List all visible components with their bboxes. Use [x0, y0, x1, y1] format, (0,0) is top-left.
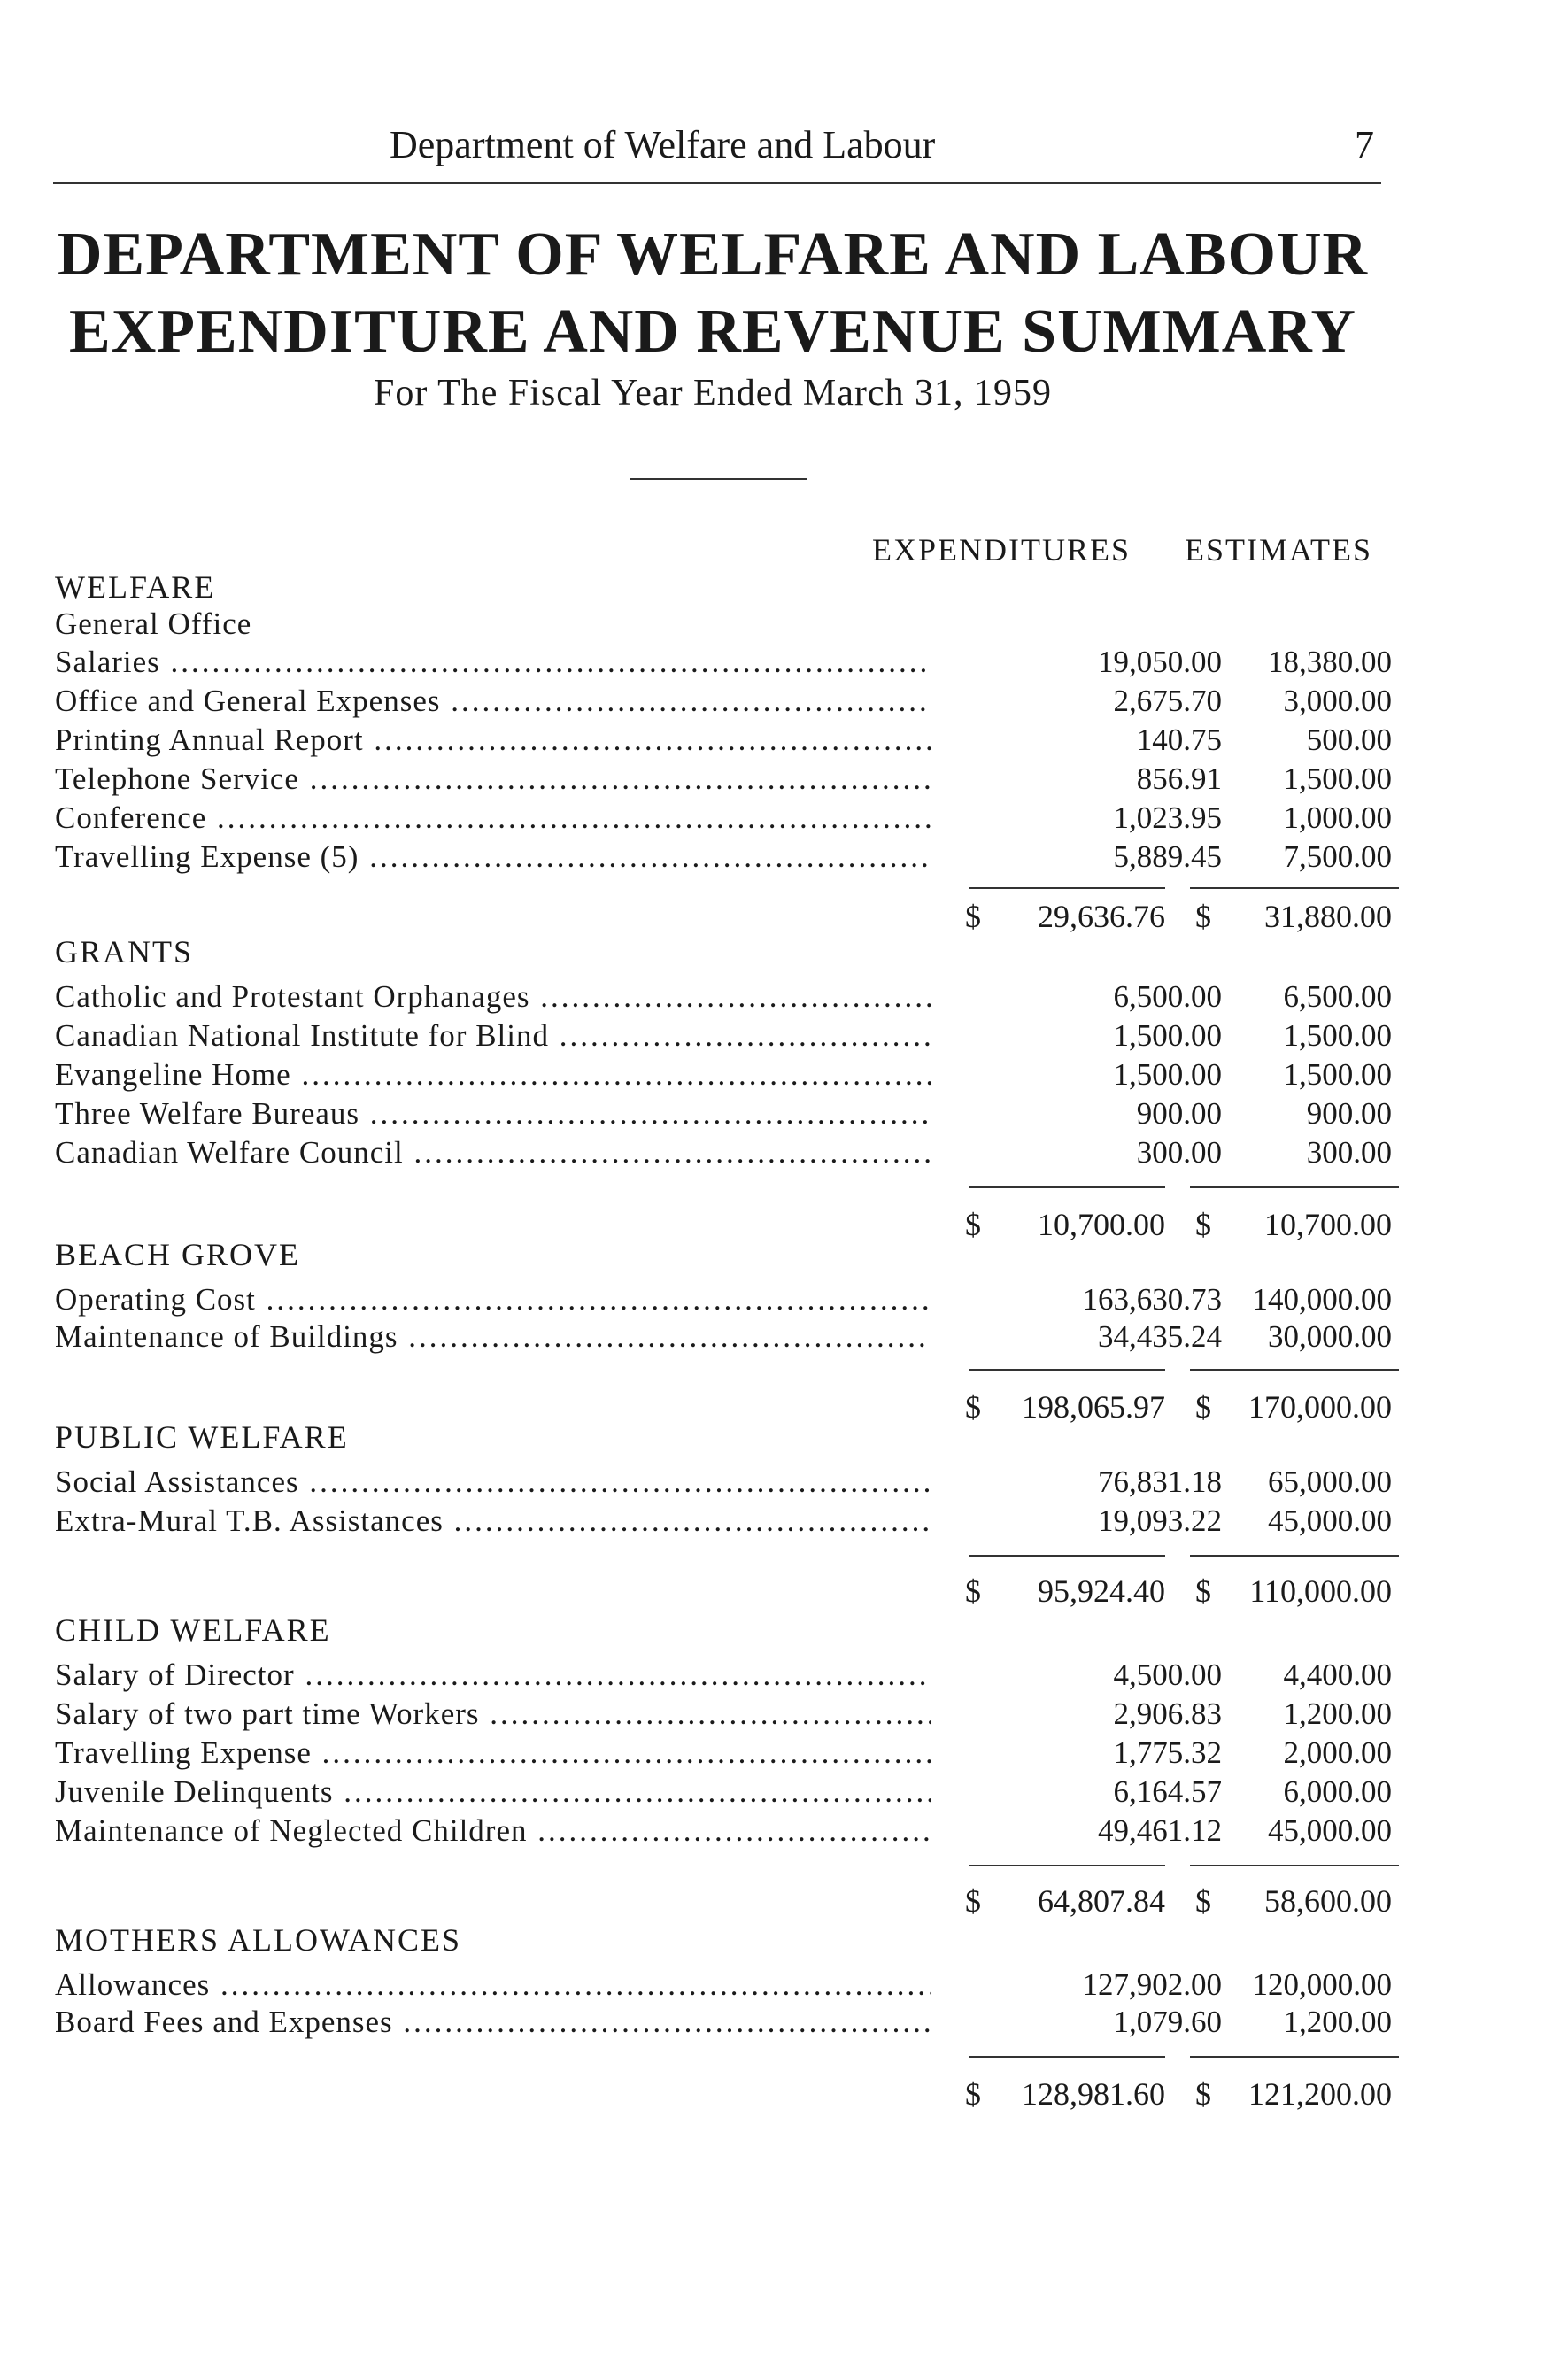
row-expenditure: 127,902.00	[1082, 1967, 1222, 2002]
row-estimate: 500.00	[1306, 722, 1392, 757]
section-heading-public-welfare: PUBLIC WELFARE	[55, 1419, 349, 1455]
row-expenditure: 300.00	[1136, 1135, 1222, 1170]
row-expenditure: 163,630.73	[1082, 1282, 1222, 1317]
column-header-estimates: ESTIMATES	[1185, 532, 1373, 568]
currency-symbol: $	[965, 2076, 981, 2112]
row-label: Telephone Service .....	[55, 761, 931, 797]
row-expenditure: 856.91	[1136, 761, 1222, 796]
row-expenditure: 34,435.24	[1098, 1319, 1222, 1354]
currency-symbol: $	[965, 1573, 981, 1609]
section-heading-welfare: WELFARE	[55, 569, 216, 605]
total-expenditure: 95,924.40	[1038, 1573, 1165, 1609]
row-estimate: 3,000.00	[1283, 684, 1392, 718]
row-estimate: 140,000.00	[1252, 1282, 1392, 1317]
table-row	[55, 1735, 1392, 1774]
currency-symbol: $	[1195, 1207, 1211, 1242]
table-row	[55, 722, 1392, 761]
subtotal-rule	[1190, 2056, 1399, 2058]
table-row	[55, 1018, 1392, 1057]
row-estimate: 1,200.00	[1283, 1696, 1392, 1731]
row-label: Office and General Expenses .....	[55, 684, 931, 719]
subtotal-rule	[1190, 1369, 1399, 1371]
row-label: Salaries .....	[55, 645, 931, 680]
table-row	[55, 1696, 1392, 1735]
currency-symbol: $	[965, 899, 981, 934]
section-heading-child-welfare: CHILD WELFARE	[55, 1612, 331, 1648]
row-estimate: 6,500.00	[1283, 979, 1392, 1014]
subtotal-rule	[969, 1369, 1165, 1371]
subtotal-rule	[1190, 1555, 1399, 1557]
row-label: Social Assistances .....	[55, 1464, 931, 1500]
total-expenditure: 198,065.97	[1022, 1389, 1165, 1425]
row-estimate: 6,000.00	[1283, 1774, 1392, 1809]
row-label: Three Welfare Bureaus .....	[55, 1096, 931, 1132]
row-estimate: 18,380.00	[1268, 645, 1392, 679]
page-title-line-2: EXPENDITURE AND REVENUE SUMMARY	[69, 298, 1356, 366]
total-estimate: 121,200.00	[1248, 2076, 1392, 2112]
row-estimate: 1,500.00	[1283, 761, 1392, 796]
total-estimate: 110,000.00	[1249, 1573, 1392, 1609]
row-expenditure: 140.75	[1136, 722, 1222, 757]
row-estimate: 30,000.00	[1268, 1319, 1392, 1354]
row-estimate: 7,500.00	[1283, 839, 1392, 874]
row-label: Allowances .....	[55, 1967, 931, 2003]
title-divider	[630, 478, 807, 480]
row-estimate: 900.00	[1306, 1096, 1392, 1131]
row-expenditure: 2,906.83	[1113, 1696, 1222, 1731]
total-estimate: 58,600.00	[1264, 1883, 1392, 1919]
row-expenditure: 1,023.95	[1113, 800, 1222, 835]
row-expenditure: 1,500.00	[1113, 1018, 1222, 1053]
table-row	[55, 1503, 1392, 1542]
row-label: Canadian Welfare Council .....	[55, 1135, 931, 1171]
running-title: Department of Welfare and Labour	[390, 123, 936, 166]
section-heading-grants: GRANTS	[55, 934, 194, 970]
row-estimate: 1,500.00	[1283, 1018, 1392, 1053]
row-estimate: 1,500.00	[1283, 1057, 1392, 1092]
row-estimate: 65,000.00	[1268, 1464, 1392, 1499]
table-row	[55, 1464, 1392, 1503]
total-estimate: 170,000.00	[1248, 1389, 1392, 1425]
table-row	[55, 800, 1392, 839]
row-label: Evangeline Home .....	[55, 1057, 931, 1093]
table-row	[55, 1774, 1392, 1813]
section-total	[939, 2075, 1392, 2114]
section-total	[939, 1206, 1392, 1245]
page-number: 7	[1355, 123, 1374, 166]
row-estimate: 1,200.00	[1283, 2005, 1392, 2039]
section-total	[939, 1572, 1392, 1611]
header-rule	[53, 182, 1381, 184]
total-expenditure: 29,636.76	[1038, 899, 1165, 934]
table-row	[55, 761, 1392, 800]
row-label: Printing Annual Report .....	[55, 722, 931, 758]
row-expenditure: 4,500.00	[1113, 1658, 1222, 1692]
row-expenditure: 19,050.00	[1098, 645, 1222, 679]
table-row	[55, 1658, 1392, 1696]
row-expenditure: 19,093.22	[1098, 1503, 1222, 1538]
row-estimate: 45,000.00	[1268, 1503, 1392, 1538]
table-row	[55, 645, 1392, 684]
currency-symbol: $	[1195, 1389, 1211, 1425]
subtotal-rule	[969, 1186, 1165, 1188]
total-expenditure: 10,700.00	[1038, 1207, 1165, 1242]
total-estimate: 10,700.00	[1264, 1207, 1392, 1242]
row-expenditure: 49,461.12	[1098, 1813, 1222, 1848]
subtotal-rule	[969, 1865, 1165, 1866]
table-row	[55, 1135, 1392, 1174]
row-expenditure: 5,889.45	[1113, 839, 1222, 874]
table-row	[55, 1096, 1392, 1135]
table-row	[55, 979, 1392, 1018]
running-header	[53, 122, 1381, 175]
row-estimate: 120,000.00	[1252, 1967, 1392, 2002]
row-estimate: 4,400.00	[1283, 1658, 1392, 1692]
subtotal-rule	[1190, 887, 1399, 889]
total-expenditure: 128,981.60	[1022, 2076, 1165, 2112]
page-subtitle: For The Fiscal Year Ended March 31, 1959	[374, 373, 1052, 413]
row-expenditure: 1,079.60	[1113, 2005, 1222, 2039]
subheading-general-office: General Office	[55, 607, 252, 641]
table-row	[55, 839, 1392, 878]
table-row	[55, 1967, 1392, 2006]
row-label: Salary of two part time Workers .....	[55, 1696, 931, 1732]
row-label: Canadian National Institute for Blind .....	[55, 1018, 931, 1054]
row-label: Conference .....	[55, 800, 931, 836]
currency-symbol: $	[1195, 2076, 1211, 2112]
row-expenditure: 1,500.00	[1113, 1057, 1222, 1092]
row-estimate: 45,000.00	[1268, 1813, 1392, 1848]
row-label: Board Fees and Expenses .....	[55, 2005, 931, 2040]
page-title-line-1: DEPARTMENT OF WELFARE AND LABOUR	[57, 220, 1369, 289]
row-label: Juvenile Delinquents .....	[55, 1774, 931, 1810]
table-row	[55, 1057, 1392, 1096]
row-expenditure: 6,500.00	[1113, 979, 1222, 1014]
row-expenditure: 900.00	[1136, 1096, 1222, 1131]
table-row	[55, 2005, 1392, 2044]
row-estimate: 2,000.00	[1283, 1735, 1392, 1770]
table-row	[55, 1813, 1392, 1852]
row-expenditure: 76,831.18	[1098, 1464, 1222, 1499]
currency-symbol: $	[965, 1883, 981, 1919]
row-estimate: 1,000.00	[1283, 800, 1392, 835]
row-label: Extra-Mural T.B. Assistances .....	[55, 1503, 931, 1539]
section-total	[939, 1388, 1392, 1427]
row-label: Maintenance of Buildings .....	[55, 1319, 931, 1355]
subtotal-rule	[969, 2056, 1165, 2058]
row-expenditure: 6,164.57	[1113, 1774, 1222, 1809]
section-total	[939, 898, 1392, 937]
subtotal-rule	[969, 1555, 1165, 1557]
table-row	[55, 1282, 1392, 1321]
currency-symbol: $	[965, 1389, 981, 1425]
subtotal-rule	[1190, 1186, 1399, 1188]
total-expenditure: 64,807.84	[1038, 1883, 1165, 1919]
row-label: Operating Cost .....	[55, 1282, 931, 1318]
total-estimate: 31,880.00	[1264, 899, 1392, 934]
row-label: Maintenance of Neglected Children .....	[55, 1813, 931, 1849]
row-label: Salary of Director .....	[55, 1658, 931, 1693]
subtotal-rule	[969, 887, 1165, 889]
section-heading-mothers-allowances: MOTHERS ALLOWANCES	[55, 1922, 462, 1958]
subtotal-rule	[1190, 1865, 1399, 1866]
currency-symbol: $	[1195, 1573, 1211, 1609]
row-label: Travelling Expense (5) .....	[55, 839, 931, 875]
table-row	[55, 684, 1392, 722]
currency-symbol: $	[965, 1207, 981, 1242]
currency-symbol: $	[1195, 1883, 1211, 1919]
table-row	[55, 1319, 1392, 1358]
row-label: Catholic and Protestant Orphanages .....	[55, 979, 931, 1015]
currency-symbol: $	[1195, 899, 1211, 934]
section-heading-beach-grove: BEACH GROVE	[55, 1237, 301, 1272]
row-expenditure: 2,675.70	[1113, 684, 1222, 718]
row-label: Travelling Expense .....	[55, 1735, 931, 1771]
row-estimate: 300.00	[1306, 1135, 1392, 1170]
row-expenditure: 1,775.32	[1113, 1735, 1222, 1770]
section-total	[939, 1882, 1392, 1921]
column-header-expenditures: EXPENDITURES	[872, 532, 1131, 568]
